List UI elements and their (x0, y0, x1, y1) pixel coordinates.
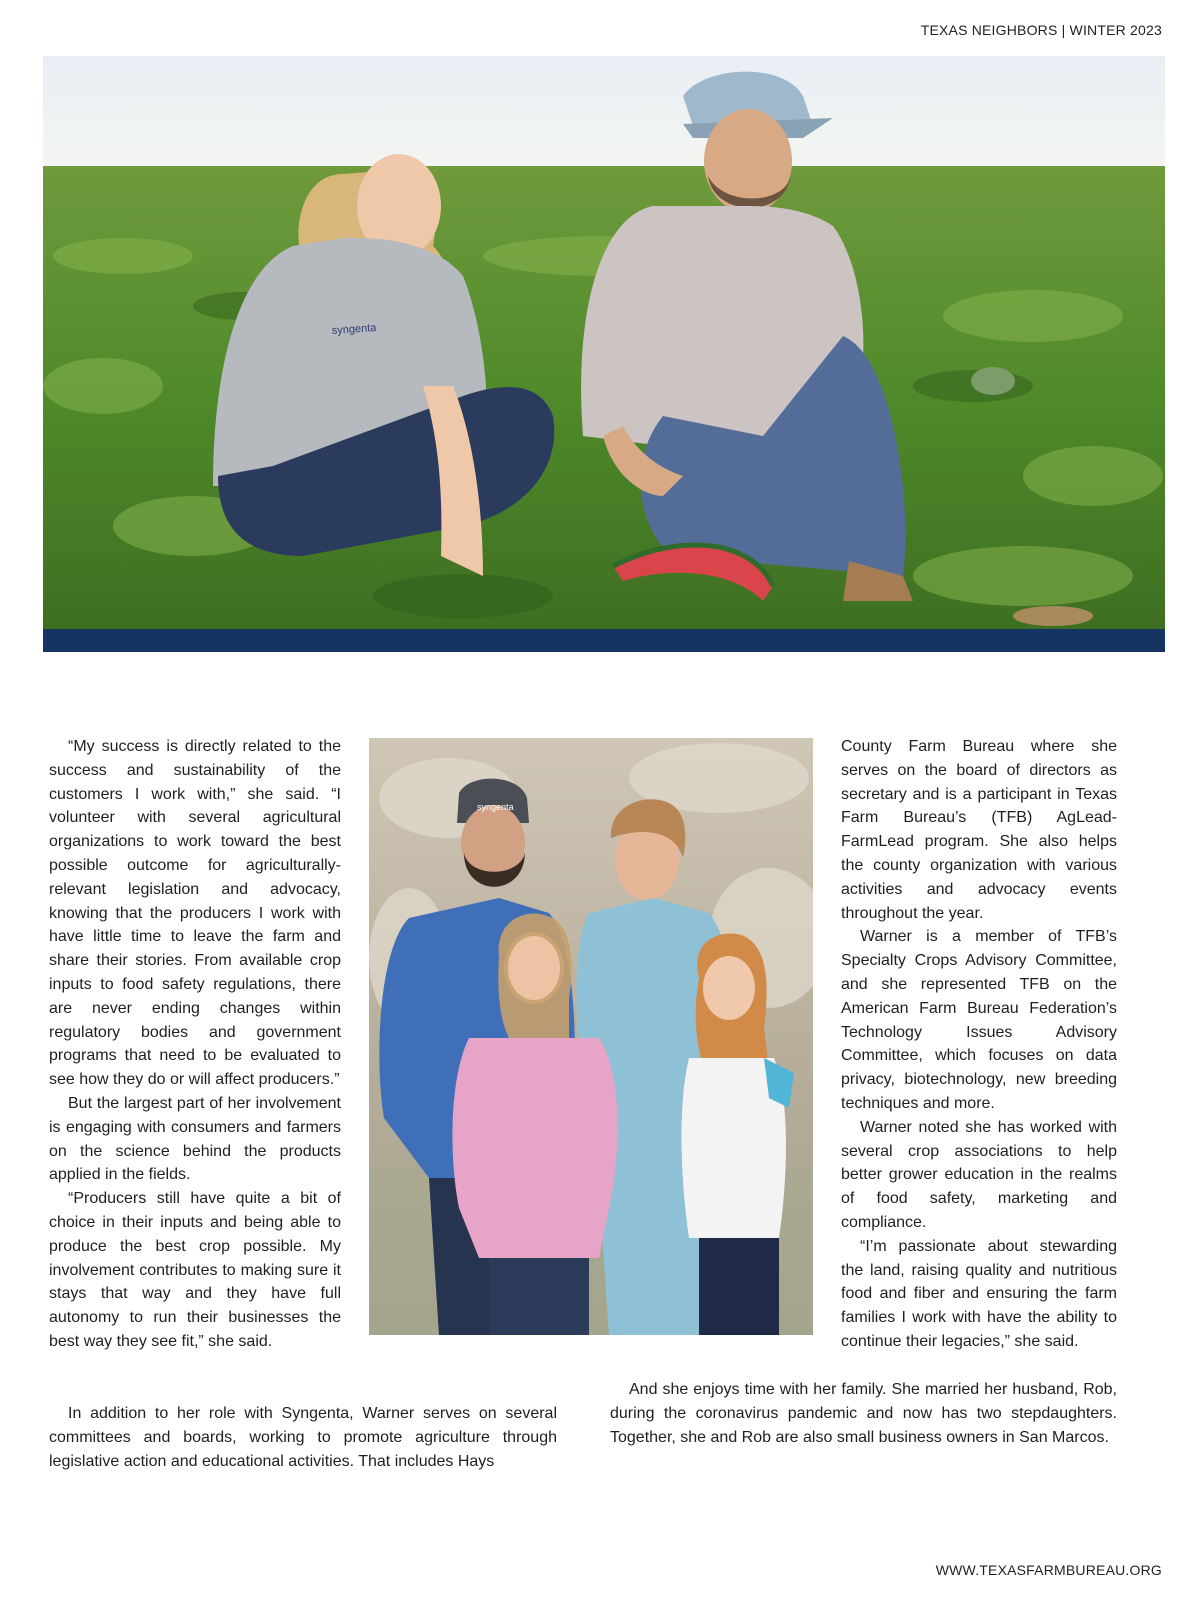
article-column-left-bottom (49, 1402, 557, 1473)
family-photo (369, 738, 813, 1335)
paragraph: In addition to her role with Syngenta, Warner serves on several committees and boards, working to promote agriculture through legislative action and educational activities. That includes Hays (49, 1405, 557, 1470)
article-column-right-bottom (610, 1378, 1117, 1449)
paragraph: “Producers still have quite a bit of choice in their inputs and being able to produce the best crop possible. My involvement contributes to making sure it stays that way and they have full autonomy to run their businesses the best way they see fit,” she said. (49, 1190, 341, 1350)
page-footer-url: WWW.TEXASFARMBUREAU.ORG (935, 1562, 1162, 1578)
paragraph: County Farm Bureau where she serves on the board of directors as secretary and is a participant in Texas Farm Bureau’s (TFB) AgLead-FarmLead program. She also helps the county organization with various activities and advocacy events throughout the year. (841, 738, 1117, 922)
syngenta-cap-logo: syngenta (477, 802, 514, 812)
syngenta-shirt-logo: syngenta (331, 321, 377, 337)
paragraph: And she enjoys time with her family. She married her husband, Rob, during the coronavirus pandemic and now has two stepdaughters. Together, she and Rob are also small business owners in San Marcos. (610, 1381, 1117, 1446)
paragraph: “I’m passionate about stewarding the land, raising quality and nutritious food and fiber and ensuring the farm families I work with have the ability to continue their legacies,” she said. (841, 1237, 1117, 1350)
blue-divider (43, 629, 1165, 652)
paragraph: Warner noted she has worked with several crop associations to help better grower education in the realms of food safety, marketing and compliance. (841, 1118, 1117, 1231)
paragraph: Warner is a member of TFB’s Specialty Crops Advisory Committee, and she represented TFB on the American Farm Bureau Federation’s Technology Issues Advisory Committee, which focuses on data privacy, biotechnology, new breeding techniques and more. (841, 928, 1117, 1112)
page-header: TEXAS NEIGHBORS | WINTER 2023 (920, 22, 1162, 38)
paragraph: “My success is directly related to the success and sustainability of the customers I work with,” she said. “I volunteer with several agricultural organizations to work toward the best possible outcome for agriculturally-relevant legislation and advocacy, knowing that the producers I work with have little time to leave the farm and share their stories. From available crop inputs to food safety regulations, there are never ending changes within regulatory bodies and government programs that need to be evaluated to see how they do or will affect producers.” (49, 738, 341, 1089)
paragraph: But the largest part of her involvement is engaging with consumers and farmers on the science behind the products applied in the fields. (49, 1094, 341, 1184)
field-photo (43, 56, 1165, 629)
article-column-right (841, 735, 1117, 1354)
article-column-left (49, 735, 341, 1354)
